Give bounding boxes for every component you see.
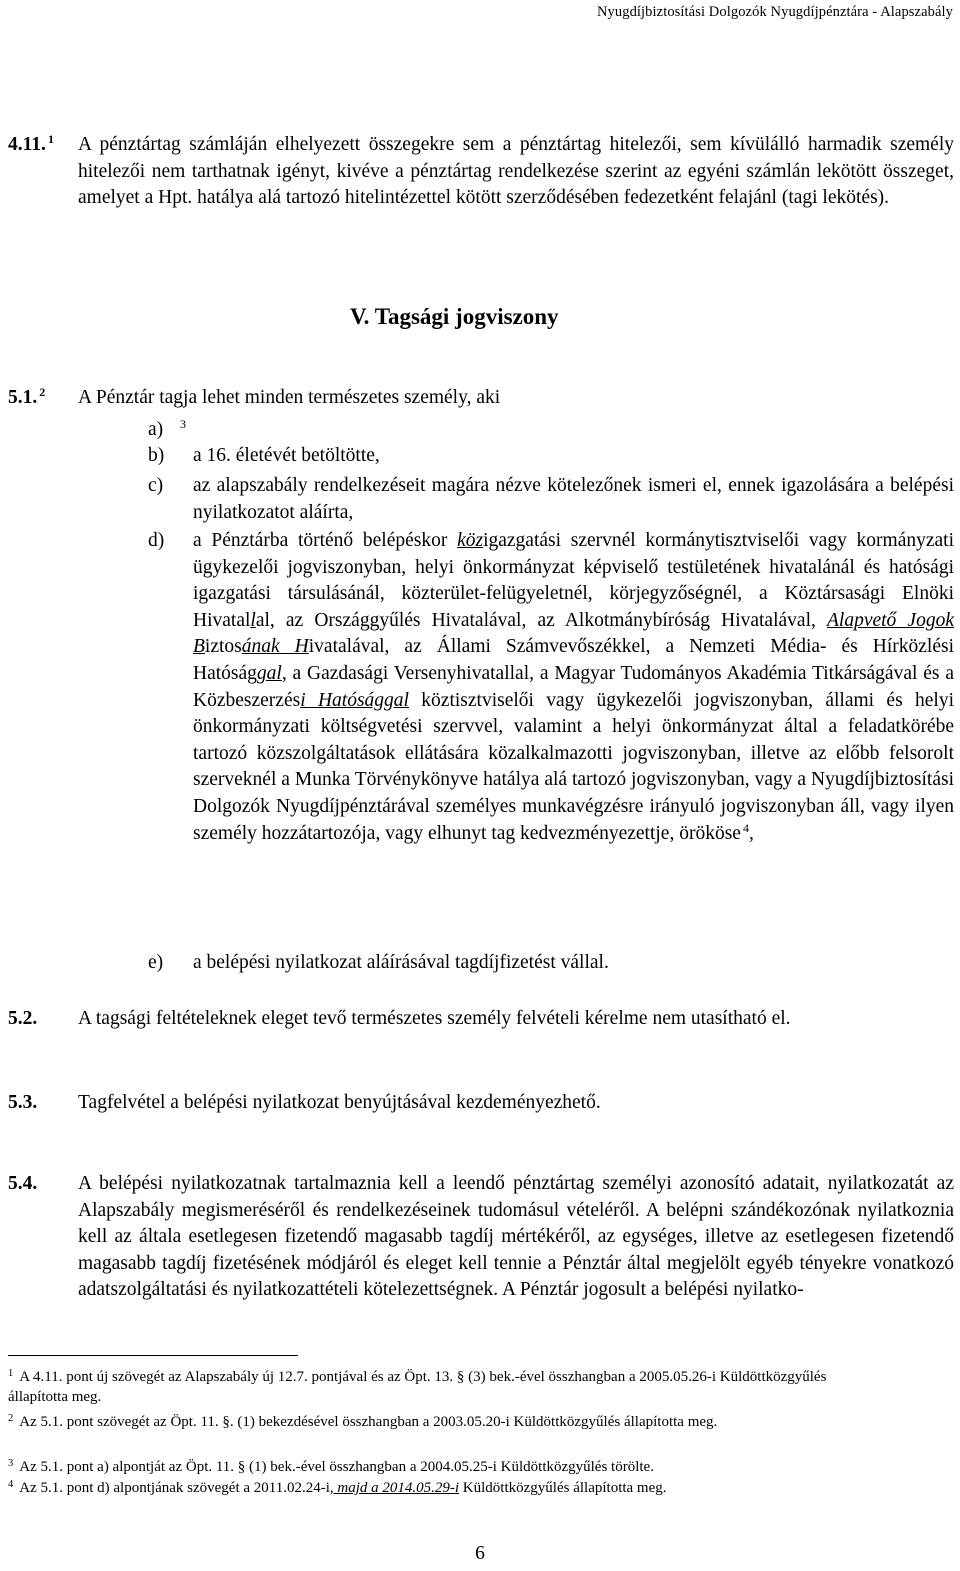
section-5-2-text: A tagsági feltételeknek eleget tevő természetes személy felvételi kérelme nem utasítható el. (78, 1008, 791, 1029)
item-d-label: d) (148, 530, 165, 551)
item-d-text: a Pénztárba történő belépéskor közigazgatási szervnél kormánytisztviselői vagy kormányzati ügykezelői jogviszonyban, helyi önkormányzat képviselő testületének hivatalánál és hatósági igazgatási társulásánál, közterület-felügyeletnél, körjegyzőségnél, a Köztársasági Elnöki Hivatallal, az Országgyűlés Hivatalával, az Alkotmánybíróság Hivatalával, Alapvető Jogok Biztosának Hivatalával, az Állami Számvevőszékkel, a Nemzeti Média- és Hírközlési Hatósággal, a Gazdasági Versenyhivatallal, a Magyar Tudományos Akadémia Titkárságával és a Közbeszerzési Hatósággal köztisztviselői vagy ügykezelői jogviszonyban, állami és helyi önkormányzati költségvetési szervvel, valamint a helyi önkormányzat által a feladatkörébe tartozó közszolgáltatások ellátására közalkalmazotti jogviszonyban, illetve az előbb felsorolt szerveknél a Munka Törvénykönyve hatálya alá tartozó jogviszonyban, vagy a Nyugdíjbiztosítási Dolgozók Nyugdíjpénztárával személyes munkavégzésre irányuló jogviszonyban áll, vagy ilyen személy hozzátartozója, vagy elhunyt tag kedvezményezettje, örököse $^4$, (193, 530, 954, 844)
amendment-underline: gal (256, 662, 282, 684)
section-5-2-number: 5.2. (8, 1008, 38, 1029)
item-e-label: e) (148, 952, 164, 973)
item-c-text: az alapszabály rendelkezéseit magára nézve kötelezőnek ismeri el, ennek igazolására a belépési nyilatkozatot aláírta, (193, 475, 954, 523)
page-number: 6 (475, 1543, 485, 1564)
footnote-ref-1: 1 (47, 132, 54, 146)
running-header: Nyugdíjbiztosítási Dolgozók Nyugdíjpénztára - Alapszabály (596, 4, 953, 20)
item-a-label: a) $^3$ (148, 417, 187, 440)
section-5-3-number: 5.3. (8, 1092, 38, 1113)
footnote-ref-3: 3 (180, 417, 187, 431)
section-5-1-number: 5.1. $^2$ (8, 385, 46, 408)
amendment-underline: l (250, 609, 256, 631)
item-b-label: b) (148, 445, 165, 466)
footnote-ref-4: 4 (742, 820, 749, 835)
amendment-underline: Alapvető Jogok B (193, 609, 954, 658)
amendment-underline: , majd a 2014.05.29-i (329, 1480, 460, 1496)
footnote-ref-2: 2 (39, 385, 46, 399)
footnote-1: $^1$ A 4.11. pont új szövegét az Alapszabály új 12.7. pontjával és az Öpt. 13. § (3) bek.-ével összhangban a 2005.05.26-i Küldöttközgyűlés állapította meg. (8, 1368, 827, 1405)
amendment-underline: köz (457, 530, 484, 551)
section-4-11-text: A pénztártag számláján elhelyezett összegekre sem a pénztártag hitelezői, sem kívülálló harmadik személy hitelezői nem tarthatnak igényt, kivéve a pénztártag rendelkezése szerint az egyéni számlán lekötött összeget, amelyet a Hpt. hatálya alá tartozó hitelintézettel kötött szerződésében fedezetként felajánl (tagi lekötés). (78, 134, 954, 209)
amendment-underline: i Hatósággal (300, 689, 409, 711)
item-c-label: c) (148, 475, 164, 496)
footnote-3: $^3$ Az 5.1. pont a) alpontját az Öpt. 11. § (1) bek.-ével összhangban a 2004.05.25-i Küldöttközgyűlés törölte. (8, 1458, 654, 1475)
footnote-4: $^4$ Az 5.1. pont d) alpontjának szövegét a 2011.02.24-i, majd a 2014.05.29-i Küldöttközgyűlés állapította meg. (8, 1479, 667, 1496)
footnote-2: $^2$ Az 5.1. pont szövegét az Öpt. 11. §. (1) bekezdésével összhangban a 2003.05.20-i Küldöttközgyűlés állapította meg. (8, 1413, 718, 1430)
section-4-11-number: 4.11. $^1$ (8, 132, 54, 155)
section-5-1-intro: A Pénztár tagja lehet minden természetes személy, aki (78, 387, 501, 408)
section-5-4-number: 5.4. (8, 1173, 38, 1194)
item-b-text: a 16. életévét betöltötte, (193, 445, 380, 466)
item-e-text: a belépési nyilatkozat aláírásával tagdíjfizetést vállal. (193, 952, 609, 973)
chapter-title: V. Tagsági jogviszony (350, 304, 559, 329)
footnote-separator (8, 1355, 298, 1356)
amendment-underline: ának H (241, 636, 309, 658)
section-5-3-text: Tagfelvétel a belépési nyilatkozat benyújtásával kezdeményezhető. (78, 1092, 601, 1113)
section-5-4-text: A belépési nyilatkozatnak tartalmaznia kell a leendő pénztártag személyi azonosító adatait, nyilatkozatát az Alapszabály megismeréséről és rendelkezéseinek tudomásul vételéről. A belépni szándékozónak nyilatkoznia kell az általa esetlegesen fizetendő magasabb tagdíj mértékéről, az egységes, illetve az esetlegesen fizetendő magasabb tagdíj fizetésének módjáról és eleget kell tennie a Pénztár által megjelölt egyéb tényekre vonatkozó adatszolgáltatási és nyilatkozattételi kötelezettségnek. A Pénztár jogosult a belépési nyilatko- (78, 1173, 954, 1301)
